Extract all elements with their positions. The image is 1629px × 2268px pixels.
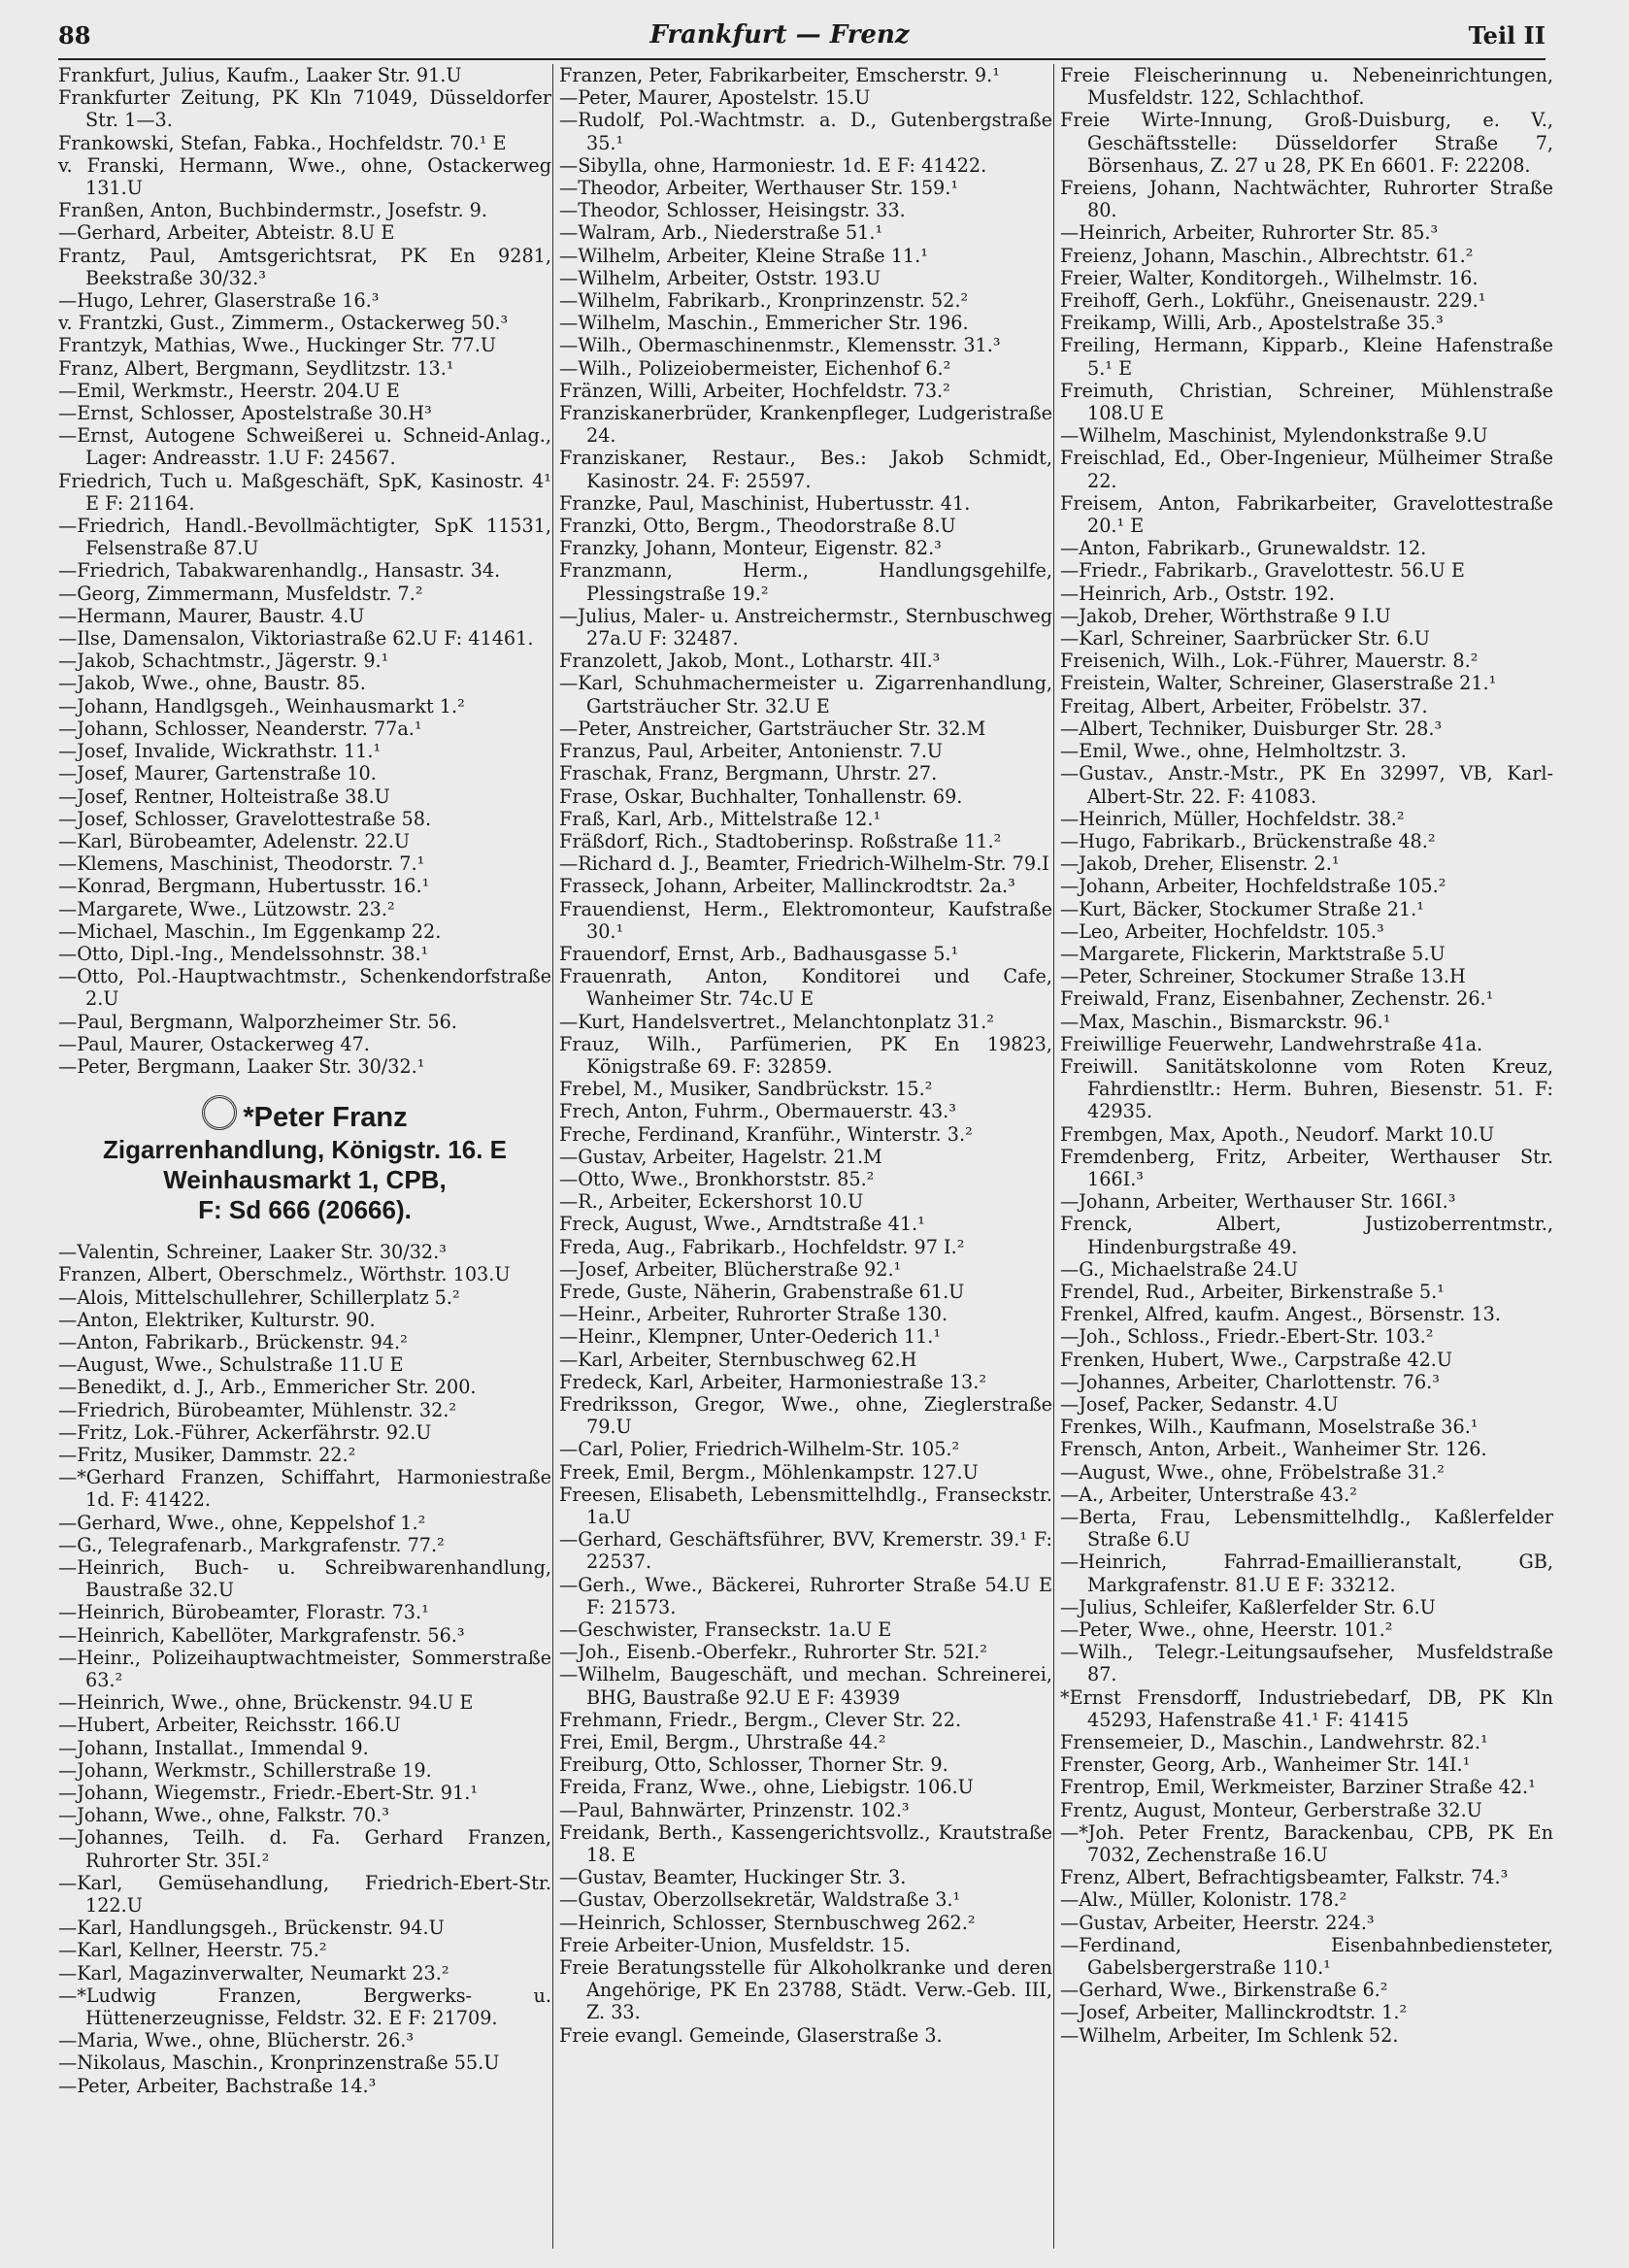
directory-entry: —Ferdinand, Eisenbahnbediensteter, Gabelsbergerstraße 110.¹ (1060, 1933, 1553, 1980)
directory-entry: —Friedrich, Handl.-Bevollmächtigter, SpK 11531, Felsenstraße 87.U (58, 515, 551, 560)
directory-entry: —Ernst, Autogene Schweißerei u. Schneid-Anlag., Lager: Andreasstr. 1.U F: 24567. (58, 424, 551, 470)
directory-entry: —Theodor, Arbeiter, Werthauser Str. 159.¹ (559, 177, 959, 200)
directory-entry: Frehmann, Friedr., Bergm., Clever Str. 22. (559, 1708, 962, 1731)
directory-entry: —Theodor, Schlosser, Heisingstr. 33. (559, 199, 906, 222)
directory-entry: Freiburg, Otto, Schlosser, Thorner Str. 9. (559, 1753, 948, 1777)
directory-entry: —Hubert, Arbeiter, Reichsstr. 166.U (58, 1714, 401, 1737)
directory-entry: —Emil, Wwe., ohne, Helmholtzstr. 3. (1060, 740, 1407, 763)
directory-entry: —Georg, Zimmermann, Musfeldstr. 7.² (58, 582, 423, 605)
directory-entry: Frenkes, Wilh., Kaufmann, Moselstraße 36.¹ (1060, 1416, 1479, 1439)
directory-entry: —Karl, Handlungsgeh., Brückenstr. 94.U (58, 1917, 445, 1940)
directory-entry: —Wilhelm, Arbeiter, Oststr. 193.U (559, 266, 881, 289)
directory-entry: —August, Wwe., ohne, Fröbelstraße 31.² (1060, 1460, 1445, 1484)
directory-entry: —Gustav, Oberzollsekretär, Waldstraße 3.¹ (559, 1888, 961, 1912)
directory-entry: *Ernst Frensdorff, Industriebedarf, DB, PK Kln 45293, Hafenstraße 41.¹ F: 41415 (1060, 1685, 1553, 1731)
directory-entry: —Leo, Arbeiter, Hochfeldstr. 105.³ (1060, 919, 1384, 943)
directory-entry: Frasseck, Johann, Arbeiter, Mallinckrodtstr. 2a.³ (559, 875, 1015, 898)
directory-entry: —Alois, Mittelschullehrer, Schillerplatz 5.² (58, 1285, 460, 1309)
directory-entry: —Hermann, Maurer, Baustr. 4.U (58, 604, 365, 627)
directory-entry: Friedrich, Tuch u. Maßgeschäft, SpK, Kasinostr. 4¹ E F: 21164. (58, 469, 551, 515)
directory-entry: —Fritz, Lok.-Führer, Ackerfährstr. 92.U (58, 1420, 432, 1444)
directory-entry: —Wilh., Polizeiobermeister, Eichenhof 6.² (559, 356, 951, 380)
advert-line: Zigarrenhandlung, Königstr. 16. E (102, 1135, 508, 1165)
directory-entry: —Paul, Bergmann, Walporzheimer Str. 56. (58, 1010, 457, 1033)
directory-entry: —Heinrich, Fahrrad-Emaillieranstalt, GB, Markgrafenstr. 81.U E F: 33212. (1060, 1551, 1553, 1596)
directory-entry: —Peter, Schreiner, Stockumer Straße 13.H (1060, 965, 1466, 988)
directory-entry: Freitag, Albert, Arbeiter, Fröbelstr. 37. (1060, 694, 1428, 717)
directory-entry: Frembgen, Max, Apoth., Neudorf. Markt 10.U (1060, 1122, 1495, 1146)
directory-entry: Frede, Guste, Näherin, Grabenstraße 61.U (559, 1280, 965, 1303)
directory-entry: —Johann, Wiegemstr., Friedr.-Ebert-Str. 91.¹ (58, 1782, 479, 1805)
directory-entry: Frankowski, Stefan, Fabka., Hochfeldstr. 70.¹ E (58, 131, 507, 154)
directory-entry: Freie Fleischerinnung u. Nebeneinrichtungen, Musfeldstr. 122, Schlachthof. (1060, 64, 1553, 110)
directory-entry: —Karl, Schreiner, Saarbrücker Str. 6.U (1060, 627, 1430, 650)
directory-entry: —Josef, Maurer, Gartenstraße 10. (58, 762, 377, 785)
directory-entry: Frankfurt, Julius, Kaufm., Laaker Str. 91.U (58, 64, 462, 86)
directory-entry: —Otto, Dipl.-Ing., Mendelssohnstr. 38.¹ (58, 942, 429, 965)
directory-entry: —Josef, Invalide, Wickrathstr. 11.¹ (58, 740, 382, 763)
directory-entry: —Friedrich, Bürobeamter, Mühlenstr. 32.² (58, 1398, 457, 1421)
directory-entry: —Hugo, Lehrer, Glaserstraße 16.³ (58, 289, 380, 313)
directory-entry: —Jakob, Schachtmstr., Jägerstr. 9.¹ (58, 650, 389, 673)
column-divider (552, 64, 553, 2249)
directory-entry: Franzolett, Jakob, Mont., Lotharstr. 4II.³ (559, 650, 941, 673)
directory-entry: —Julius, Schleifer, Kaßlerfelder Str. 6.U (1060, 1595, 1436, 1618)
directory-entry: Freisenich, Wilh., Lok.-Führer, Mauerstr. 8.² (1060, 650, 1479, 673)
column-2 (559, 64, 1052, 2249)
directory-entry: —Carl, Polier, Friedrich-Wilhelm-Str. 105.² (559, 1438, 960, 1461)
directory-entry: Frantzyk, Mathias, Wwe., Huckinger Str. 77.U (58, 334, 497, 357)
directory-entry: —Sibylla, ohne, Harmoniestr. 1d. E F: 41422. (559, 153, 987, 177)
directory-entry: Frauenrath, Anton, Konditorei und Cafe, Wanheimer Str. 74c.U E (559, 965, 1052, 1011)
directory-entry: Franzen, Albert, Oberschmelz., Wörthstr. 103.U (58, 1263, 511, 1286)
directory-entry: —Hugo, Fabrikarb., Brückenstraße 48.² (1060, 829, 1436, 852)
directory-entry: —Heinrich, Buch- u. Schreibwarenhandlung, Baustraße 32.U (58, 1555, 551, 1602)
directory-entry: —Richard d. J., Beamter, Friedrich-Wilhelm-Str. 79.I (559, 852, 1049, 876)
directory-entry: —Heinrich, Kabellöter, Markgrafenstr. 56.³ (58, 1623, 465, 1647)
directory-entry: —Heinrich, Wwe., ohne, Brückenstr. 94.U E (58, 1691, 474, 1715)
directory-entry: Frenck, Albert, Justizoberrentmstr., Hindenburgstraße 49. (1060, 1213, 1553, 1258)
directory-entry: —Jakob, Dreher, Elisenstr. 2.¹ (1060, 852, 1340, 876)
directory-entry: —Valentin, Schreiner, Laaker Str. 30/32.³ (58, 1241, 447, 1264)
directory-entry: —Gustav, Arbeiter, Hagelstr. 21.M (559, 1145, 882, 1168)
directory-entry: Franzen, Peter, Fabrikarbeiter, Emscherstr. 9.¹ (559, 64, 1000, 86)
directory-entry: —Johann, Arbeiter, Werthauser Str. 166I.³ (1060, 1190, 1456, 1214)
directory-entry: Franziskaner, Restaur., Bes.: Jakob Schmidt, Kasinostr. 24. F: 25597. (559, 447, 1052, 492)
directory-entry: —Margarete, Flickerin, Marktstraße 5.U (1060, 942, 1446, 965)
column-divider (1053, 64, 1054, 2249)
directory-entry: —Karl, Bürobeamter, Adelenstr. 22.U (58, 829, 411, 852)
directory-entry: —G., Michaelstraße 24.U (1060, 1257, 1299, 1281)
directory-entry: Frauendorf, Ernst, Arb., Badhausgasse 5.¹ (559, 942, 959, 965)
directory-entry: —Heinrich, Bürobeamter, Florastr. 73.¹ (58, 1601, 429, 1624)
directory-entry: —Gustav, Arbeiter, Heerstr. 224.³ (1060, 1911, 1375, 1934)
directory-entry: —Anton, Fabrikarb., Grunewaldstr. 12. (1060, 537, 1427, 560)
directory-entry: —Otto, Wwe., Bronkhorststr. 85.² (559, 1167, 875, 1190)
directory-entry: Franzky, Johann, Monteur, Eigenstr. 82.³ (559, 537, 942, 560)
directory-entry: Franzki, Otto, Bergm., Theodorstraße 8.U (559, 515, 956, 538)
directory-entry: Fremdenberg, Fritz, Arbeiter, Werthauser Str. 166I.³ (1060, 1145, 1553, 1190)
directory-entry: Freiling, Hermann, Kipparb., Kleine Hafenstraße 5.¹ E (1060, 334, 1553, 380)
page-title: Frankfurt — Frenz (649, 20, 910, 50)
directory-entry: Freda, Aug., Fabrikarb., Hochfeldstr. 97 I.² (559, 1235, 965, 1258)
section-label: Teil II (1468, 20, 1546, 50)
directory-entry: Frebel, M., Musiker, Sandbrückstr. 15.² (559, 1078, 933, 1101)
directory-entry: —Nikolaus, Maschin., Kronprinzenstraße 55.U (58, 2051, 500, 2075)
directory-entry: Freier, Walter, Konditorgeh., Wilhelmstr. 16. (1060, 266, 1479, 289)
directory-entry: —Otto, Pol.-Hauptwachtmstr., Schenkendorfstraße 2.U (58, 965, 551, 1011)
directory-entry: Frenken, Hubert, Wwe., Carpstraße 42.U (1060, 1348, 1453, 1371)
directory-entry: Freie evangl. Gemeinde, Glaserstraße 3. (559, 2023, 943, 2047)
directory-entry: Franz, Albert, Bergmann, Seydlitzstr. 13.¹ (58, 356, 454, 380)
directory-entry: —Julius, Maler- u. Anstreichermstr., Sternbuschweg 27a.U F: 32487. (559, 604, 1052, 650)
directory-entry: Frenster, Georg, Arb., Wanheimer Str. 14I.¹ (1060, 1753, 1471, 1777)
directory-entry: Frech, Anton, Fuhrm., Obermauerstr. 43.³ (559, 1100, 956, 1123)
emblem-icon (202, 1095, 237, 1130)
directory-entry: Freiens, Johann, Nachtwächter, Ruhrorter Straße 80. (1060, 177, 1553, 222)
directory-entry: Freiwillige Feuerwehr, Landwehrstraße 41a. (1060, 1032, 1483, 1055)
directory-entry: Frei, Emil, Bergm., Uhrstraße 44.² (559, 1731, 886, 1754)
directory-entry: Frensemeier, D., Maschin., Landwehrstr. 82.¹ (1060, 1731, 1488, 1754)
directory-entry: —Wilhelm, Fabrikarb., Kronprinzenstr. 52.² (559, 289, 969, 313)
directory-entry: —Gustav, Beamter, Huckinger Str. 3. (559, 1866, 907, 1889)
directory-entry: —Johann, Wwe., ohne, Falkstr. 70.³ (58, 1804, 389, 1827)
directory-entry: Frase, Oskar, Buchhalter, Tonhallenstr. 69. (559, 784, 963, 808)
directory-entry: —Michael, Maschin., Im Eggenkamp 22. (58, 919, 442, 943)
page-header (58, 14, 1546, 56)
directory-entry: Freida, Franz, Wwe., ohne, Liebigstr. 106.U (559, 1776, 974, 1799)
directory-entry: —*Joh. Peter Frentz, Barackenbau, CPB, PK En 7032, Zechenstraße 16.U (1060, 1820, 1553, 1867)
directory-entry: —Wilhelm, Arbeiter, Kleine Straße 11.¹ (559, 244, 928, 267)
directory-entry: —Emil, Werkmstr., Heerstr. 204.U E (58, 379, 400, 402)
directory-entry: —Wilh., Obermaschinenmstr., Klemensstr. 31.³ (559, 334, 1001, 357)
directory-entry: —Josef, Rentner, Holteistraße 38.U (58, 784, 390, 808)
directory-entry: —Konrad, Bergmann, Hubertusstr. 16.¹ (58, 875, 430, 898)
directory-entry: —A., Arbeiter, Unterstraße 43.² (1060, 1483, 1357, 1506)
directory-entry: —Albert, Techniker, Duisburger Str. 28.³ (1060, 717, 1443, 740)
directory-entry: Fredeck, Karl, Arbeiter, Harmoniestraße 13.² (559, 1370, 987, 1393)
directory-entry: —Joh., Schloss., Friedr.-Ebert-Str. 103.² (1060, 1325, 1434, 1349)
directory-entry: —Johannes, Teilh. d. Fa. Gerhard Franzen, Ruhrorter Str. 35I.² (58, 1826, 551, 1872)
directory-entry: —Ernst, Schlosser, Apostelstraße 30.H³ (58, 402, 432, 425)
directory-entry: Frentrop, Emil, Werkmeister, Barziner Straße 42.¹ (1060, 1776, 1536, 1799)
directory-entry: Freek, Emil, Bergm., Möhlenkampstr. 127.U (559, 1460, 979, 1484)
directory-entry: Freienz, Johann, Maschin., Albrechtstr. 61.² (1060, 244, 1474, 267)
directory-entry: —Wilhelm, Maschinist, Mylendonkstraße 9.U (1060, 424, 1488, 448)
directory-entry: —August, Wwe., Schulstraße 11.U E (58, 1353, 404, 1377)
directory-entry: Frankfurter Zeitung, PK Kln 71049, Düsseldorfer Str. 1—3. (58, 86, 551, 132)
directory-entry: —Johannes, Arbeiter, Charlottenstr. 76.³ (1060, 1370, 1440, 1393)
directory-entry: —Karl, Schuhmachermeister u. Zigarrenhandlung, Gartsträucher Str. 32.U E (559, 672, 1052, 717)
page-number: 88 (58, 20, 91, 50)
directory-entry: Freidank, Berth., Kassengerichtsvollz., Krautstraße 18. E (559, 1820, 1052, 1867)
directory-entry: —Johann, Werkmstr., Schillerstraße 19. (58, 1758, 432, 1782)
directory-entry: —Heinrich, Müller, Hochfeldstr. 38.² (1060, 807, 1405, 830)
directory-entry: Franzus, Paul, Arbeiter, Antonienstr. 7.U (559, 740, 944, 763)
directory-entry: Freck, August, Wwe., Arndtstraße 41.¹ (559, 1213, 925, 1236)
directory-entry: —Karl, Kellner, Heerstr. 75.² (58, 1939, 327, 1962)
header-rule (58, 58, 1546, 60)
directory-entry: Freiwill. Sanitätskolonne vom Roten Kreuz, Fahrdienstltr.: Herm. Buhren, Biesenstr. 51. F: 42935. (1060, 1054, 1553, 1123)
directory-entry: Frendel, Rud., Arbeiter, Birkenstraße 5.¹ (1060, 1280, 1445, 1303)
directory-entry: Freesen, Elisabeth, Lebensmittelhdlg., Franseckstr. 1a.U (559, 1483, 1052, 1528)
directory-entry: —Friedr., Fabrikarb., Gravelottestr. 56.U E (1060, 559, 1465, 583)
directory-entry: Freikamp, Willi, Arb., Apostelstraße 35.³ (1060, 312, 1444, 335)
directory-entry: —Heinr., Klempner, Unter-Oederich 11.¹ (559, 1325, 942, 1349)
directory-entry: —Max, Maschin., Bismarckstr. 96.¹ (1060, 1010, 1391, 1033)
directory-entry: Freie Arbeiter-Union, Musfeldstr. 15. (559, 1933, 911, 1956)
directory-entry: —Johann, Installat., Immendal 9. (58, 1736, 369, 1759)
directory-entry: —Karl, Gemüsehandlung, Friedrich-Ebert-Str. 122.U (58, 1871, 551, 1918)
directory-entry: —Heinrich, Schlosser, Sternbuschweg 262.² (559, 1911, 976, 1934)
directory-entry: —Wilhelm, Maschin., Emmericher Str. 196. (559, 312, 969, 335)
directory-entry: Franßen, Anton, Buchbindermstr., Josefstr. 9. (58, 199, 487, 222)
directory-entry: Frensch, Anton, Arbeit., Wanheimer Str. 126. (1060, 1438, 1487, 1461)
directory-entry: —Jakob, Dreher, Wörthstraße 9 I.U (1060, 604, 1391, 627)
directory-entry: —Gerhard, Wwe., Birkenstraße 6.² (1060, 1979, 1388, 2002)
advert-name: *Peter Franz (243, 1102, 408, 1134)
directory-entry: Freie Wirte-Innung, Groß-Duisburg, e. V., Geschäftsstelle: Düsseldorfer Straße 7, Börsenhaus, Z. 27 u 28, PK En 6601. F: 22208. (1060, 109, 1553, 177)
directory-entry: Freiwald, Franz, Eisenbahner, Zechenstr. 26.¹ (1060, 987, 1494, 1011)
directory-entry: —Fritz, Musiker, Dammstr. 22.² (58, 1443, 356, 1466)
directory-entry: Freihoff, Gerh., Lokführ., Gneisenaustr. 229.¹ (1060, 289, 1486, 313)
directory-entry: —Josef, Schlosser, Gravelottestraße 58. (58, 807, 432, 830)
directory-entry: Frenkel, Alfred, kaufm. Angest., Börsenstr. 13. (1060, 1303, 1501, 1326)
directory-entry: Fredriksson, Gregor, Wwe., ohne, Zieglerstraße 79.U (559, 1392, 1052, 1439)
directory-entry: —Gerh., Wwe., Bäckerei, Ruhrorter Straße 54.U E F: 21573. (559, 1573, 1052, 1618)
directory-entry: Freistein, Walter, Schreiner, Glaserstraße 21.¹ (1060, 672, 1497, 695)
directory-entry: —Benedikt, d. J., Arb., Emmericher Str. 200. (58, 1376, 477, 1399)
directory-entry: —Johann, Handlgsgeh., Weinhausmarkt 1.² (58, 694, 465, 717)
directory-entry: —Walram, Arb., Niederstraße 51.¹ (559, 221, 883, 245)
directory-entry: —Heinrich, Arb., Oststr. 192. (1060, 582, 1335, 605)
directory-entry: —Maria, Wwe., ohne, Blücherstr. 26.³ (58, 2029, 415, 2052)
directory-entry: Freimuth, Christian, Schreiner, Mühlenstraße 108.U E (1060, 379, 1553, 425)
directory-entry: —Josef, Packer, Sedanstr. 4.U (1060, 1392, 1339, 1416)
directory-entry: Freie Beratungsstelle für Alkoholkranke und deren Angehörige, PK En 23788, Städt. Verw.-Geb. III, Z. 33. (559, 1956, 1052, 2024)
directory-entry: —Paul, Bahnwärter, Prinzenstr. 102.³ (559, 1798, 910, 1821)
directory-entry: —Peter, Anstreicher, Gartsträucher Str. 32.M (559, 717, 986, 740)
directory-entry: Freche, Ferdinand, Kranführ., Winterstr. 3.² (559, 1122, 973, 1146)
directory-entry: —Wilh., Telegr.-Leitungsaufseher, Musfeldstraße 87. (1060, 1641, 1553, 1686)
directory-entry: —Jakob, Wwe., ohne, Baustr. 85. (58, 672, 366, 695)
directory-entry: —Klemens, Maschinist, Theodorstr. 7.¹ (58, 852, 425, 876)
column-1 (58, 64, 551, 2249)
directory-entry: Franziskanerbrüder, Krankenpfleger, Ludgeristraße 24. (559, 402, 1052, 448)
advertisement (58, 1095, 551, 1225)
directory-entry: —Heinrich, Arbeiter, Ruhrorter Str. 85.³ (1060, 221, 1439, 245)
directory-entry: —Wilhelm, Arbeiter, Im Schlenk 52. (1060, 2023, 1399, 2047)
advert-line: F: Sd 666 (20666). (198, 1195, 412, 1225)
directory-entry: —Alw., Müller, Kolonistr. 178.² (1060, 1888, 1347, 1912)
directory-entry: —Peter, Arbeiter, Bachstraße 14.³ (58, 2074, 377, 2097)
directory-entry: Frenz, Albert, Befrachtigsbeamter, Falkstr. 74.³ (1060, 1866, 1509, 1889)
directory-entry: —Gerhard, Wwe., ohne, Keppelshof 1.² (58, 1511, 426, 1534)
directory-entry: Fränzen, Willi, Arbeiter, Hochfeldstr. 73.² (559, 379, 950, 402)
directory-entry: —Ilse, Damensalon, Viktoriastraße 62.U F: 41461. (58, 627, 534, 650)
directory-entry: —Peter, Bergmann, Laaker Str. 30/32.¹ (58, 1054, 425, 1078)
directory-entry: —Friedrich, Tabakwarenhandlg., Hansastr. 34. (58, 559, 501, 583)
directory-entry: —Peter, Maurer, Apostelstr. 15.U (559, 86, 871, 110)
column-3 (1060, 64, 1553, 2249)
directory-entry: —Geschwister, Franseckstr. 1a.U E (559, 1618, 892, 1642)
directory-entry: —Johann, Schlosser, Neanderstr. 77a.¹ (58, 717, 422, 740)
directory-entry: —Anton, Fabrikarb., Brückenstr. 94.² (58, 1330, 408, 1353)
directory-entry: Freischlad, Ed., Ober-Ingenieur, Mülheimer Straße 22. (1060, 447, 1553, 492)
directory-entry: Fräßdorf, Rich., Stadtoberinsp. Roßstraße 11.² (559, 829, 1002, 852)
directory-entry: —R., Arbeiter, Eckershorst 10.U (559, 1190, 864, 1214)
directory-entry: —Wilhelm, Baugeschäft, und mechan. Schreinerei, BHG, Baustraße 92.U E F: 43939 (559, 1663, 1052, 1709)
directory-entry: —Paul, Maurer, Ostackerweg 47. (58, 1032, 370, 1055)
directory-entry: Frauendienst, Herm., Elektromonteur, Kaufstraße 30.¹ (559, 897, 1052, 943)
directory-entry: —Margarete, Wwe., Lützowstr. 23.² (58, 897, 395, 920)
directory-entry: Franzke, Paul, Maschinist, Hubertusstr. 41. (559, 491, 971, 515)
directory-entry: Frauz, Wilh., Parfümerien, PK En 19823, Königstraße 69. F: 32859. (559, 1032, 1052, 1078)
advert-line: Weinhausmarkt 1, CPB, (163, 1165, 447, 1195)
directory-entry: Freisem, Anton, Fabrikarbeiter, Gravelottestraße 20.¹ E (1060, 491, 1553, 538)
directory-entry: Fraschak, Franz, Bergmann, Uhrstr. 27. (559, 762, 938, 785)
directory-entry: Franzmann, Herm., Handlungsgehilfe, Plessingstraße 19.² (559, 559, 1052, 605)
directory-entry: —Anton, Elektriker, Kulturstr. 90. (58, 1308, 376, 1331)
directory-entry: —Kurt, Bäcker, Stockumer Straße 21.¹ (1060, 897, 1424, 920)
directory-entry: —*Gerhard Franzen, Schiffahrt, Harmoniestraße 1d. F: 41422. (58, 1466, 551, 1512)
directory-entry: Fraß, Karl, Arb., Mittelstraße 12.¹ (559, 807, 881, 830)
directory-entry: —*Ludwig Franzen, Bergwerks- u. Hüttenerzeugnisse, Feldstr. 32. E F: 21709. (58, 1984, 551, 2030)
directory-entry: Frentz, August, Monteur, Gerberstraße 32.U (1060, 1798, 1482, 1821)
directory-entry: —Joh., Eisenb.-Oberfekr., Ruhrorter Str. 52I.² (559, 1641, 987, 1664)
directory-entry: —Karl, Magazinverwalter, Neumarkt 23.² (58, 1961, 449, 1984)
directory-entry: —Peter, Wwe., ohne, Heerstr. 101.² (1060, 1618, 1393, 1642)
directory-entry: —Josef, Arbeiter, Blücherstraße 92.¹ (559, 1257, 902, 1281)
directory-entry: —Johann, Arbeiter, Hochfeldstraße 105.² (1060, 875, 1446, 898)
directory-entry: —Berta, Frau, Lebensmittelhdlg., Kaßlerfelder Straße 6.U (1060, 1506, 1553, 1551)
directory-entry: v. Franski, Hermann, Wwe., ohne, Ostackerweg 131.U (58, 153, 551, 200)
directory-entry: v. Frantzki, Gust., Zimmerm., Ostackerweg 50.³ (58, 312, 509, 335)
directory-entry: —Josef, Arbeiter, Mallinckrodtstr. 1.² (1060, 2001, 1408, 2024)
directory-entry: —G., Telegrafenarb., Markgrafenstr. 77.² (58, 1533, 445, 1556)
directory-entry: —Gerhard, Arbeiter, Abteistr. 8.U E (58, 221, 395, 245)
directory-entry: —Heinr., Polizeihauptwachtmeister, Sommerstraße 63.² (58, 1646, 551, 1691)
directory-entry: —Kurt, Handelsvertret., Melanchtonplatz 31.² (559, 1010, 994, 1033)
directory-entry: —Gustav., Anstr.-Mstr., PK En 32997, VB, Karl-Albert-Str. 22. F: 41083. (1060, 762, 1553, 808)
directory-entry: Frantz, Paul, Amtsgerichtsrat, PK En 9281, Beekstraße 30/32.³ (58, 244, 551, 289)
directory-entry: —Heinr., Arbeiter, Ruhrorter Straße 130. (559, 1303, 948, 1326)
directory-entry: —Karl, Arbeiter, Sternbuschweg 62.H (559, 1348, 917, 1371)
directory-entry: —Gerhard, Geschäftsführer, BVV, Kremerstr. 39.¹ F: 22537. (559, 1528, 1052, 1574)
directory-entry: —Rudolf, Pol.-Wachtmstr. a. D., Gutenbergstraße 35.¹ (559, 109, 1052, 154)
